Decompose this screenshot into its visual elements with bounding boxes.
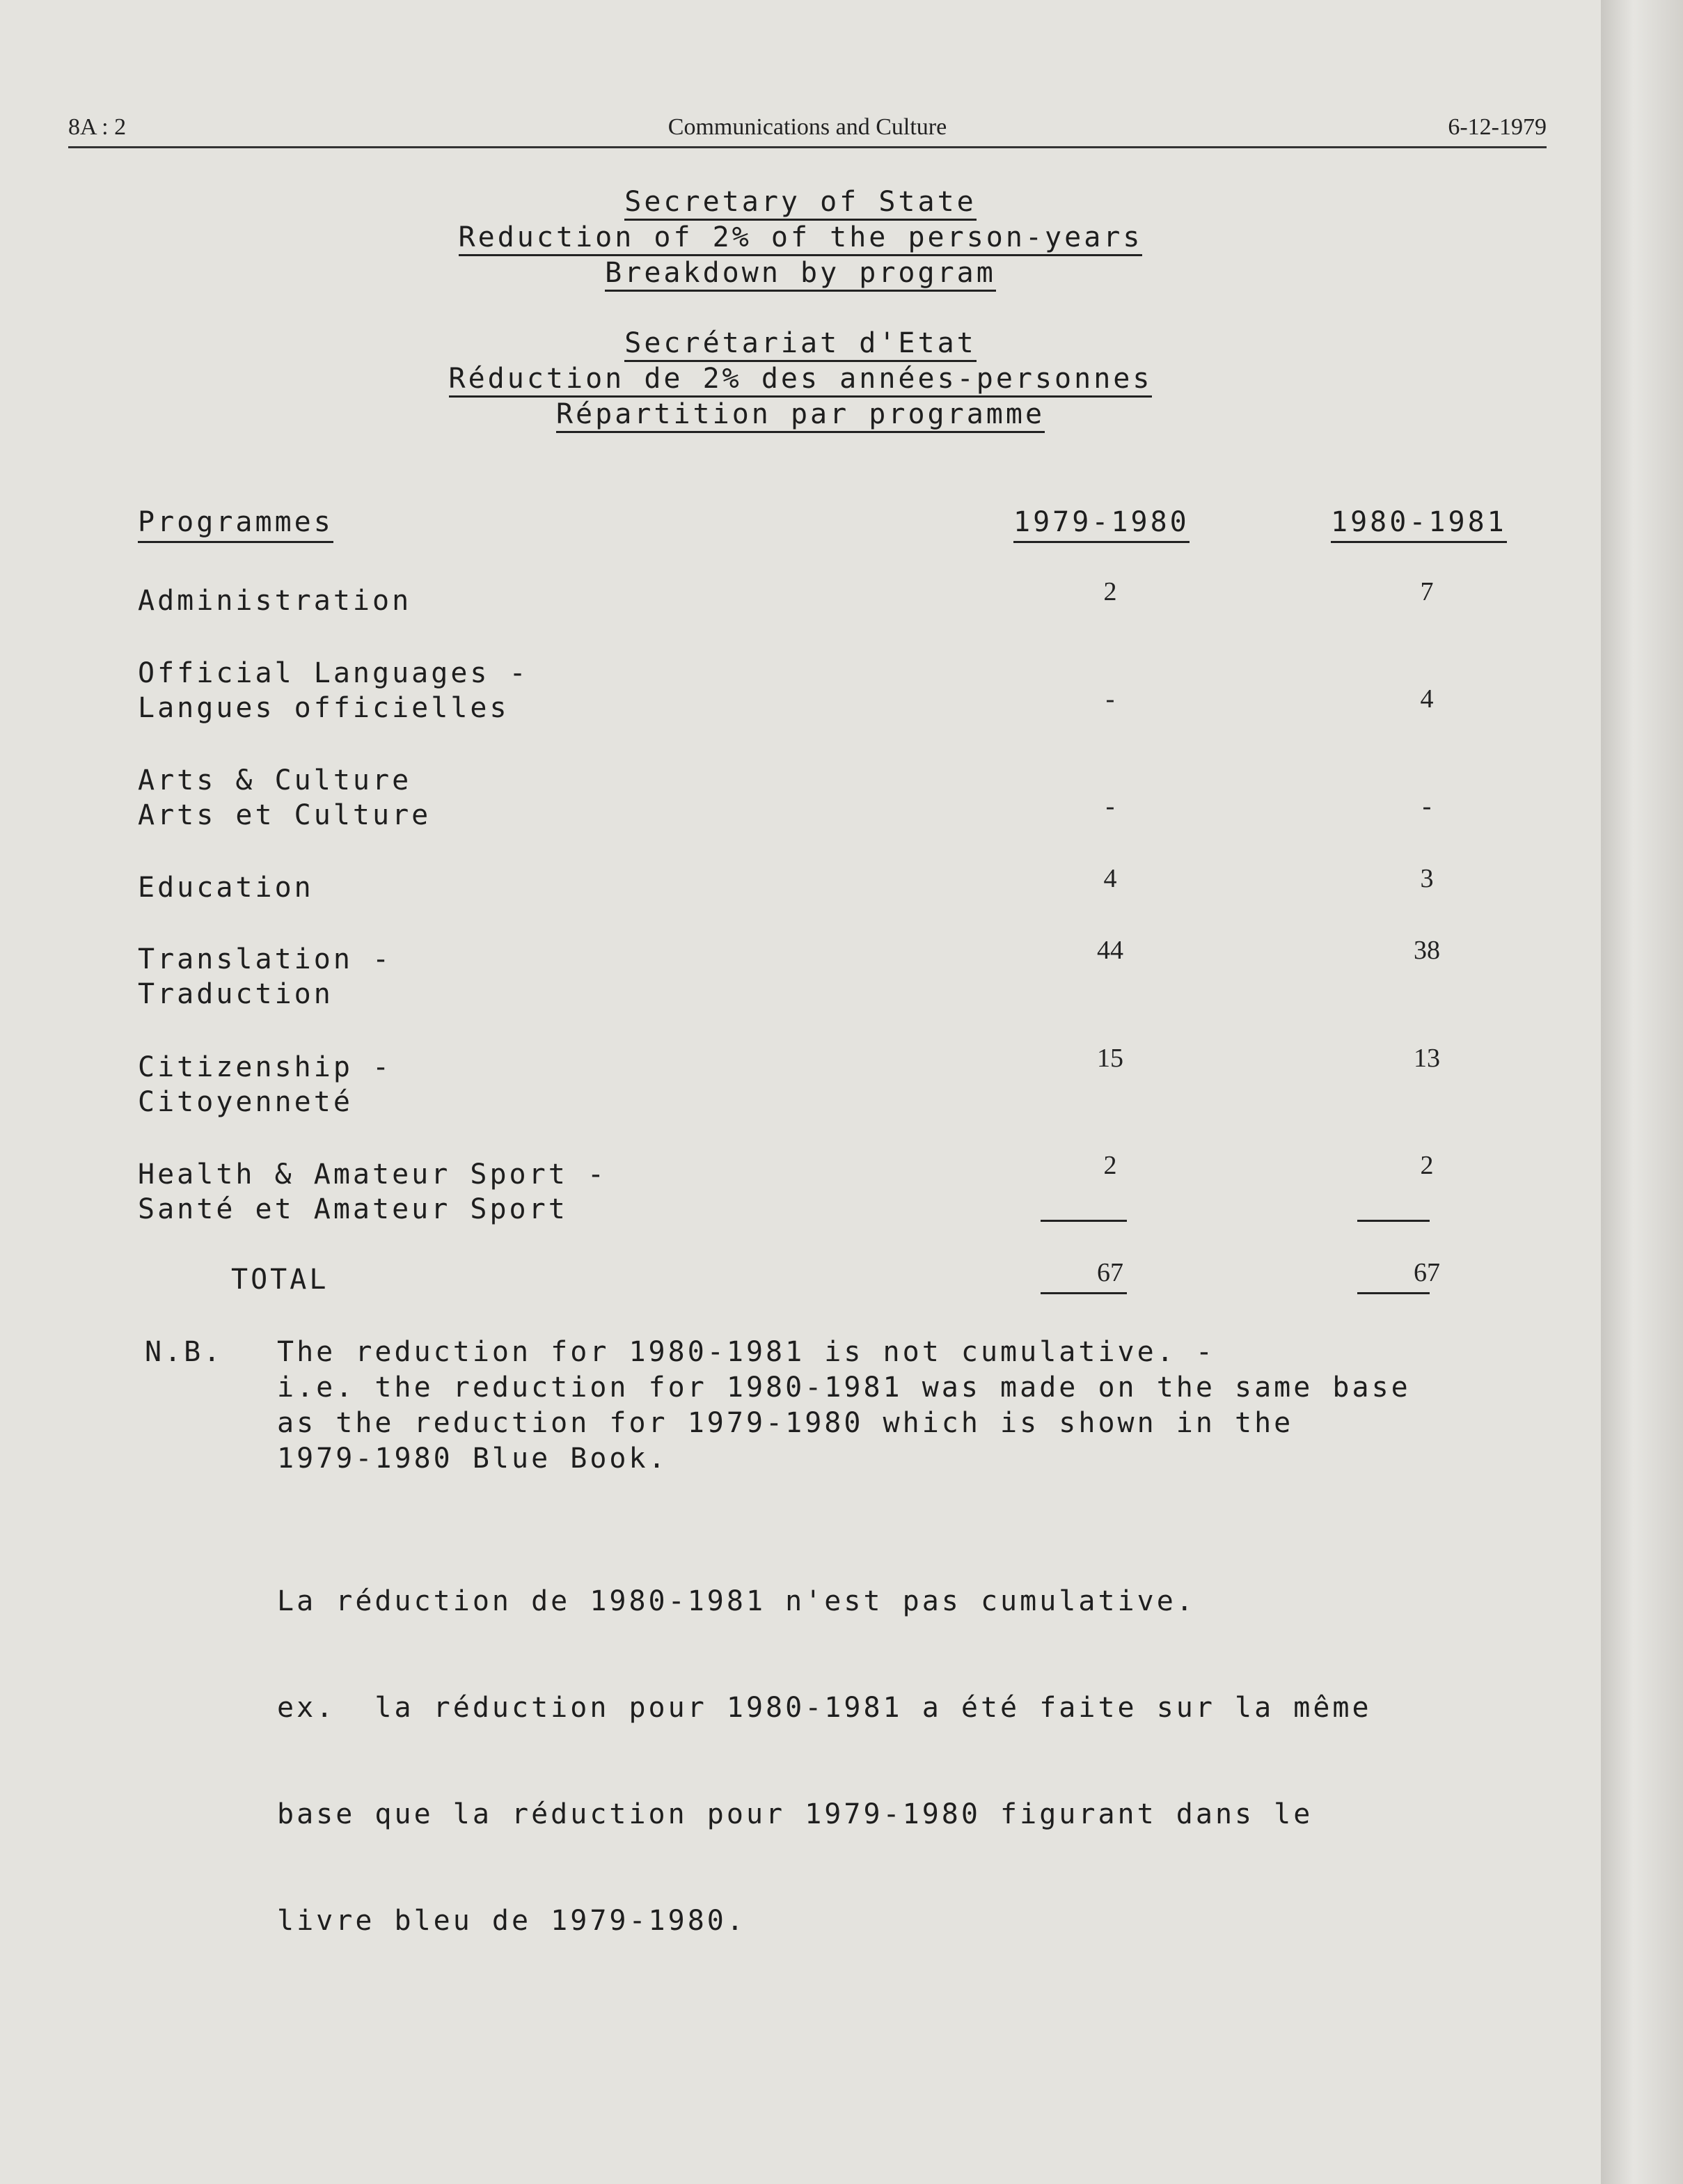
value-1979-1980: 4 (1103, 864, 1117, 893)
title-fr-3: Répartition par programme (556, 398, 1045, 433)
note-french: La réduction de 1980-1981 n'est pas cumulative. ex. la réduction pour 1980-1981 a été faite sur la même base que la réduction pour 1979-1980 figurant dans le livre bleu de 1979-1980. (277, 1585, 1372, 1937)
title-fr-2: Réduction de 2% des années-personnes (449, 363, 1153, 398)
row-label: Traduction (138, 978, 333, 1010)
binding-edge (1601, 0, 1683, 2184)
row-label: Translation - (138, 943, 393, 975)
note-english: The reduction for 1980-1981 is not cumulative. - i.e. the reduction for 1980-1981 was made on the same base as the reduction for 1979-1980 which is shown in the 1979-1980 Blue Book. (277, 1336, 1411, 1475)
total-rule (1041, 1292, 1127, 1294)
row-label: Arts et Culture (138, 799, 432, 831)
total-row (231, 1262, 329, 1297)
row-label: Citizenship - (138, 1051, 393, 1083)
table-row (138, 1157, 607, 1227)
row-label: Arts & Culture (138, 764, 412, 796)
value-1979-1980: 44 (1097, 936, 1123, 965)
note-prefix: N.B. (145, 1336, 223, 1368)
title-en-2: Reduction of 2% of the person-years (459, 221, 1143, 256)
publication-title: Communications and Culture (667, 114, 947, 140)
value-1979-1980: - (1105, 684, 1115, 714)
total-1979-1980: 67 (1097, 1258, 1123, 1287)
table-row (138, 1050, 392, 1120)
value-1980-1981: 38 (1414, 936, 1440, 965)
row-label: Administration (138, 585, 412, 617)
column-header-1979-1980: 1979-1980 (1013, 506, 1190, 538)
table-row (138, 942, 392, 1012)
title-block (0, 184, 1601, 432)
value-1980-1981: 4 (1420, 684, 1434, 714)
title-fr-1: Secrétariat d'Etat (624, 327, 976, 362)
value-1979-1980: 2 (1103, 577, 1117, 606)
row-label: Citoyenneté (138, 1086, 353, 1118)
row-label: Langues officielles (138, 692, 509, 724)
total-1980-1981: 67 (1414, 1258, 1440, 1287)
subtotal-rule (1041, 1220, 1127, 1222)
value-1979-1980: - (1105, 792, 1115, 821)
value-1980-1981: 13 (1414, 1044, 1440, 1073)
value-1980-1981: 3 (1420, 864, 1434, 893)
value-1979-1980: 2 (1103, 1151, 1117, 1180)
column-header-1980-1981: 1980-1981 (1331, 506, 1507, 538)
title-en-1: Secretary of State (624, 186, 976, 221)
row-label: Health & Amateur Sport - (138, 1158, 607, 1191)
table-row (138, 583, 411, 618)
title-en-3: Breakdown by program (605, 257, 996, 292)
table-row (138, 656, 529, 725)
column-header-programmes: Programmes (138, 506, 333, 538)
subtotal-rule (1357, 1220, 1430, 1222)
value-1980-1981: 2 (1420, 1151, 1434, 1180)
row-label: Santé et Amateur Sport (138, 1193, 568, 1225)
total-label: TOTAL (231, 1264, 329, 1296)
value-1979-1980: 15 (1097, 1044, 1123, 1073)
value-1980-1981: 7 (1420, 577, 1434, 606)
page-number: 8A : 2 (68, 114, 127, 140)
total-rule (1357, 1292, 1430, 1294)
table-row (138, 763, 431, 833)
table-row (138, 870, 314, 905)
row-label: Official Languages - (138, 657, 529, 689)
value-1980-1981: - (1422, 792, 1432, 821)
header-date: 6-12-1979 (1448, 114, 1547, 140)
row-label: Education (138, 872, 314, 904)
page-header (68, 104, 1547, 148)
